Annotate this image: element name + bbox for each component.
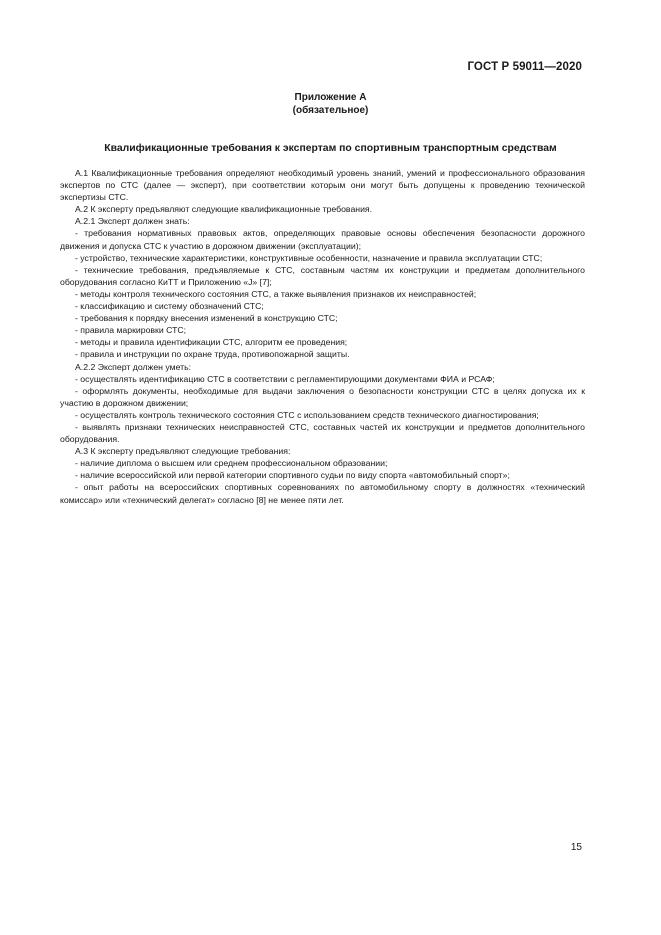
appendix-label: Приложение А [294,92,367,103]
list-item: - осуществлять идентификацию СТС в соответствии с регламентирующими документами ФИА и РСАФ; [75,373,495,384]
list-item: - осуществлять контроль технического состояния СТС с использованием средств технического диагностирования; [75,409,539,420]
paragraph: А.2.2 Эксперт должен уметь: [75,361,192,372]
list-item: - технические требования, предъявляемые к СТС, составным частям их конструкции и предметам дополнительного оборудования согласно КиТТ и Приложению «J» [7]; [60,264,585,287]
list-item: - требования нормативных правовых актов, определяющих правовые основы обеспечения безопасности дорожного движения и допуска СТС к участию в дорожном движении (эксплуатации); [60,228,585,251]
list-item: - наличие всероссийской или первой категории спортивного судьи по виду спорта «автомобильный спорт»; [75,470,510,481]
paragraph: А.3 К эксперту предъявляют следующие требования: [75,446,291,457]
paragraph: А.2.1 Эксперт должен знать: [75,216,190,227]
list-item: - методы контроля технического состояния СТС, а также выявления признаков их неисправностей; [75,288,477,299]
list-item: - оформлять документы, необходимые для выдачи заключения о безопасности конструкции СТС в целях допуска их к участию в дорожном движении; [60,385,585,408]
list-item: - опыт работы на всероссийских спортивных соревнованиях по автомобильному спорту в должностях «технический комиссар» или «технический делегат» согласно [8] не менее пяти лет. [60,482,585,505]
list-item: - классификацию и систему обозначений СТС; [75,301,264,312]
appendix-status: (обязательное) [292,105,369,116]
document-body [60,167,585,506]
list-item: - выявлять признаки технических неисправностей СТС, составных частей их конструкции и предметов дополнительного оборудования. [60,421,585,445]
paragraph: А.1 Квалификационные требования определяют необходимый уровень знаний, умений и профессионального образования экспертов по СТС (далее — эксперт), при соответствии которым они могут быть допущены к проведению технической экспертизы СТС. [60,168,585,203]
appendix-heading [0,91,661,117]
list-item: - требования к порядку внесения изменений в конструкцию СТС; [75,313,338,324]
page-number: 15 [570,842,582,853]
list-item: - устройство, технические характеристики, конструктивные особенности, назначение и правила эксплуатации СТС; [75,252,543,263]
paragraph: А.2 К эксперту предъявляют следующие квалификационные требования. [75,204,373,215]
list-item: - правила и инструкции по охране труда, противопожарной защиты. [75,349,350,360]
list-item: - наличие диплома о высшем или среднем профессиональном образовании; [75,458,388,469]
document-code: ГОСТ Р 59011—2020 [467,61,582,73]
list-item: - методы и правила идентификации СТС, алгоритм ее проведения; [75,337,348,348]
list-item: - правила маркировки СТС; [75,325,187,336]
appendix-title: Квалификационные требования к экспертам по спортивным транспортным средствам [104,143,557,154]
